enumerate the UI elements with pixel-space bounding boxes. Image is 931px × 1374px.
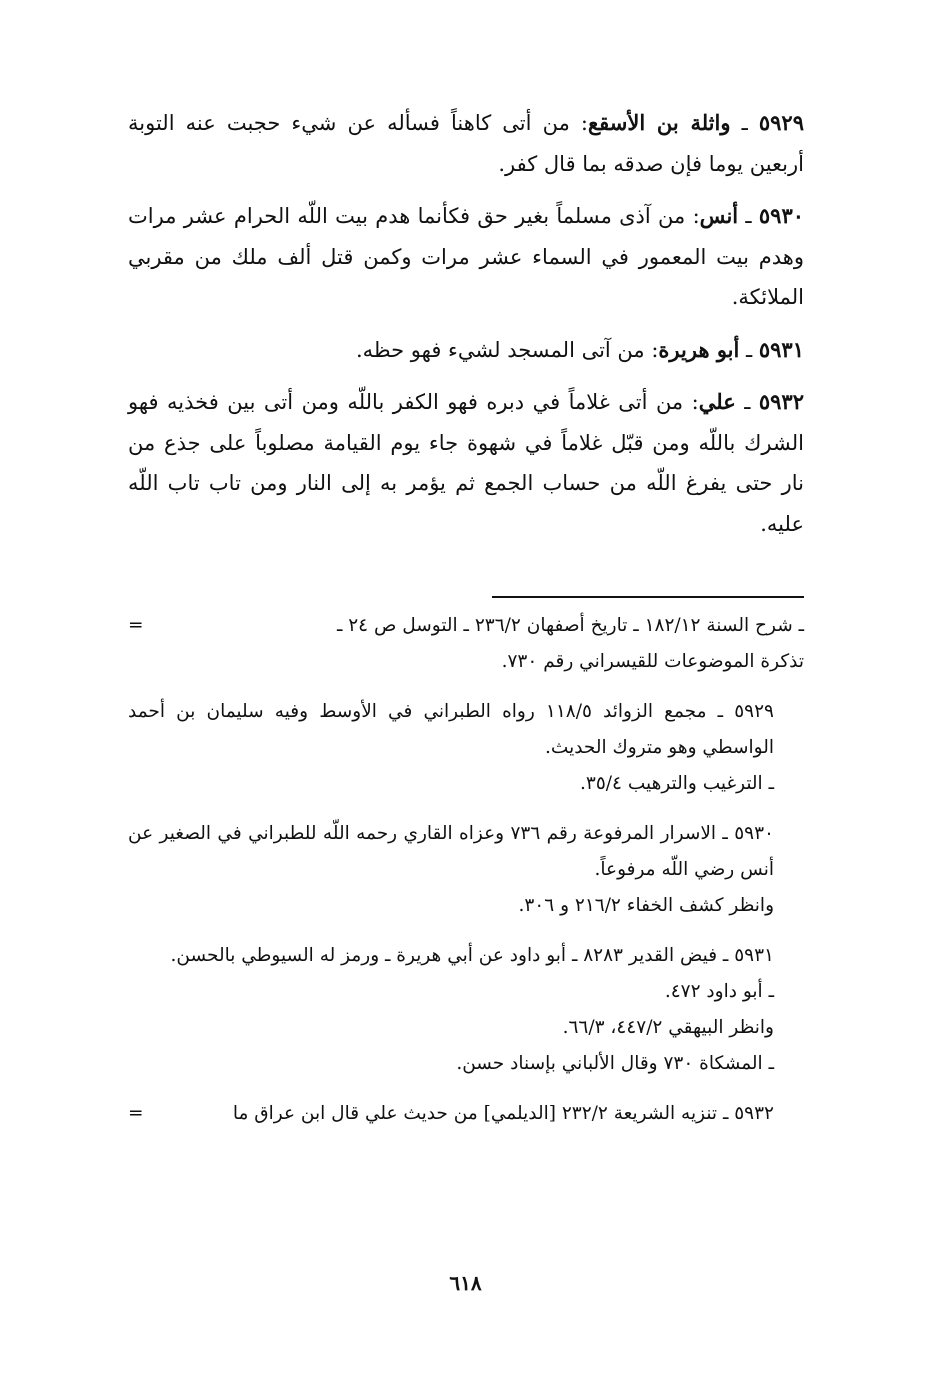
narrator-name: واثلة بن الأسقع	[587, 110, 731, 135]
separator: ـ	[730, 111, 759, 135]
narrator-name: أنس	[699, 203, 739, 228]
hadith-number: ٥٩٣١	[758, 336, 804, 362]
footnote-line: ـ أبو داود ٤٧٢.	[664, 981, 774, 1002]
footnote-continuation	[128, 608, 804, 680]
page-number: ٦١٨	[449, 1271, 482, 1295]
footnote-5930	[128, 816, 804, 924]
hadith-text: : من آذى مسلماً بغير حق فكأنما هدم بيت اللّه الحرام عشر مرات وهدم بيت المعمور في السماء عشر مرات وكمن قتل ألف ملك من مقربي الملائكة.	[128, 204, 804, 309]
hadith-list	[128, 103, 804, 556]
footnote-line: ٥٩٣١ ـ فيض القدير ٨٢٨٣ ـ أبو داود عن أبي هريرة ـ ورمز له السيوطي بالحسن.	[170, 945, 774, 966]
hadith-text: : من أتى غلاماً في دبره فهو الكفر باللّه ومن أتى بين فخذيه فهو الشرك باللّه ومن قبّل غلاماً في شهوة جاء يوم القيامة مصلوباً على جذع من نار حتى يفرغ اللّه من حساب الجمع ثم يؤمر به إلى النار ومن تاب تاب اللّه عليه.	[128, 390, 804, 536]
footnote-line: ٥٩٣٠ ـ الاسرار المرفوعة رقم ٧٣٦ وعزاه القاري رحمه اللّه للطبراني في الصغير عن أنس رضي اللّه مرفوعاً.	[128, 823, 774, 880]
footnote-line: ـ الترغيب والترهيب ٣٥/٤.	[580, 773, 774, 794]
continuation-mark: =	[128, 1103, 144, 1124]
footnote-line: وانظر كشف الخفاء ٢١٦/٢ و ٣٠٦.	[518, 895, 774, 916]
footnotes	[128, 608, 804, 1146]
hadith-number: ٥٩٣٢	[758, 389, 804, 414]
hadith-number: ٥٩٢٩	[758, 110, 804, 135]
hadith-5929	[128, 103, 804, 184]
hadith-5932	[128, 382, 804, 544]
hadith-text: : من آتى المسجد لشيء فهو حظه.	[355, 337, 659, 362]
footnote-line: ٥٩٢٩ ـ مجمع الزوائد ١١٨/٥ رواه الطبراني في الأوسط وفيه سليمان بن أحمد الواسطي وهو متروك الحديث.	[128, 701, 774, 758]
footnote-line: ٥٩٣٢ ـ تنزيه الشريعة ٢٣٢/٢ [الديلمي] من حديث علي قال ابن عراق ما	[232, 1103, 774, 1124]
hadith-5930	[128, 196, 804, 318]
footnote-5932	[128, 1096, 804, 1132]
narrator-name: أبو هريرة	[658, 336, 740, 362]
separator: ـ	[739, 337, 759, 362]
continuation-text: ـ شرح السنة ١٨٢/١٢ ـ تاريخ أصفهان ٢٣٦/٢ ـ التوسل ص ٢٤ ـ	[336, 615, 804, 636]
continuation-line: تذكرة الموضوعات للقيسراني رقم ٧٣٠.	[501, 651, 804, 672]
footnote-divider	[492, 596, 804, 598]
hadith-text: : من أتى كاهناً فسأله عن شيء حجبت عنه التوبة أربعين يوما فإن صدقه بما قال كفر.	[128, 111, 804, 176]
hadith-number: ٥٩٣٠	[758, 203, 805, 228]
separator: ـ	[735, 390, 759, 414]
hadith-5931	[128, 330, 804, 371]
continuation-mark: =	[128, 615, 144, 636]
footnote-line: وانظر البيهقي ٤٤٧/٢، ٦٦/٣.	[562, 1017, 774, 1038]
footnote-5931	[128, 938, 804, 1082]
footnote-5929	[128, 694, 804, 802]
separator: ـ	[738, 204, 759, 228]
narrator-name: علي	[698, 389, 736, 414]
footnote-line: ـ المشكاة ٧٣٠ وقال الألباني بإسناد حسن.	[456, 1053, 774, 1074]
